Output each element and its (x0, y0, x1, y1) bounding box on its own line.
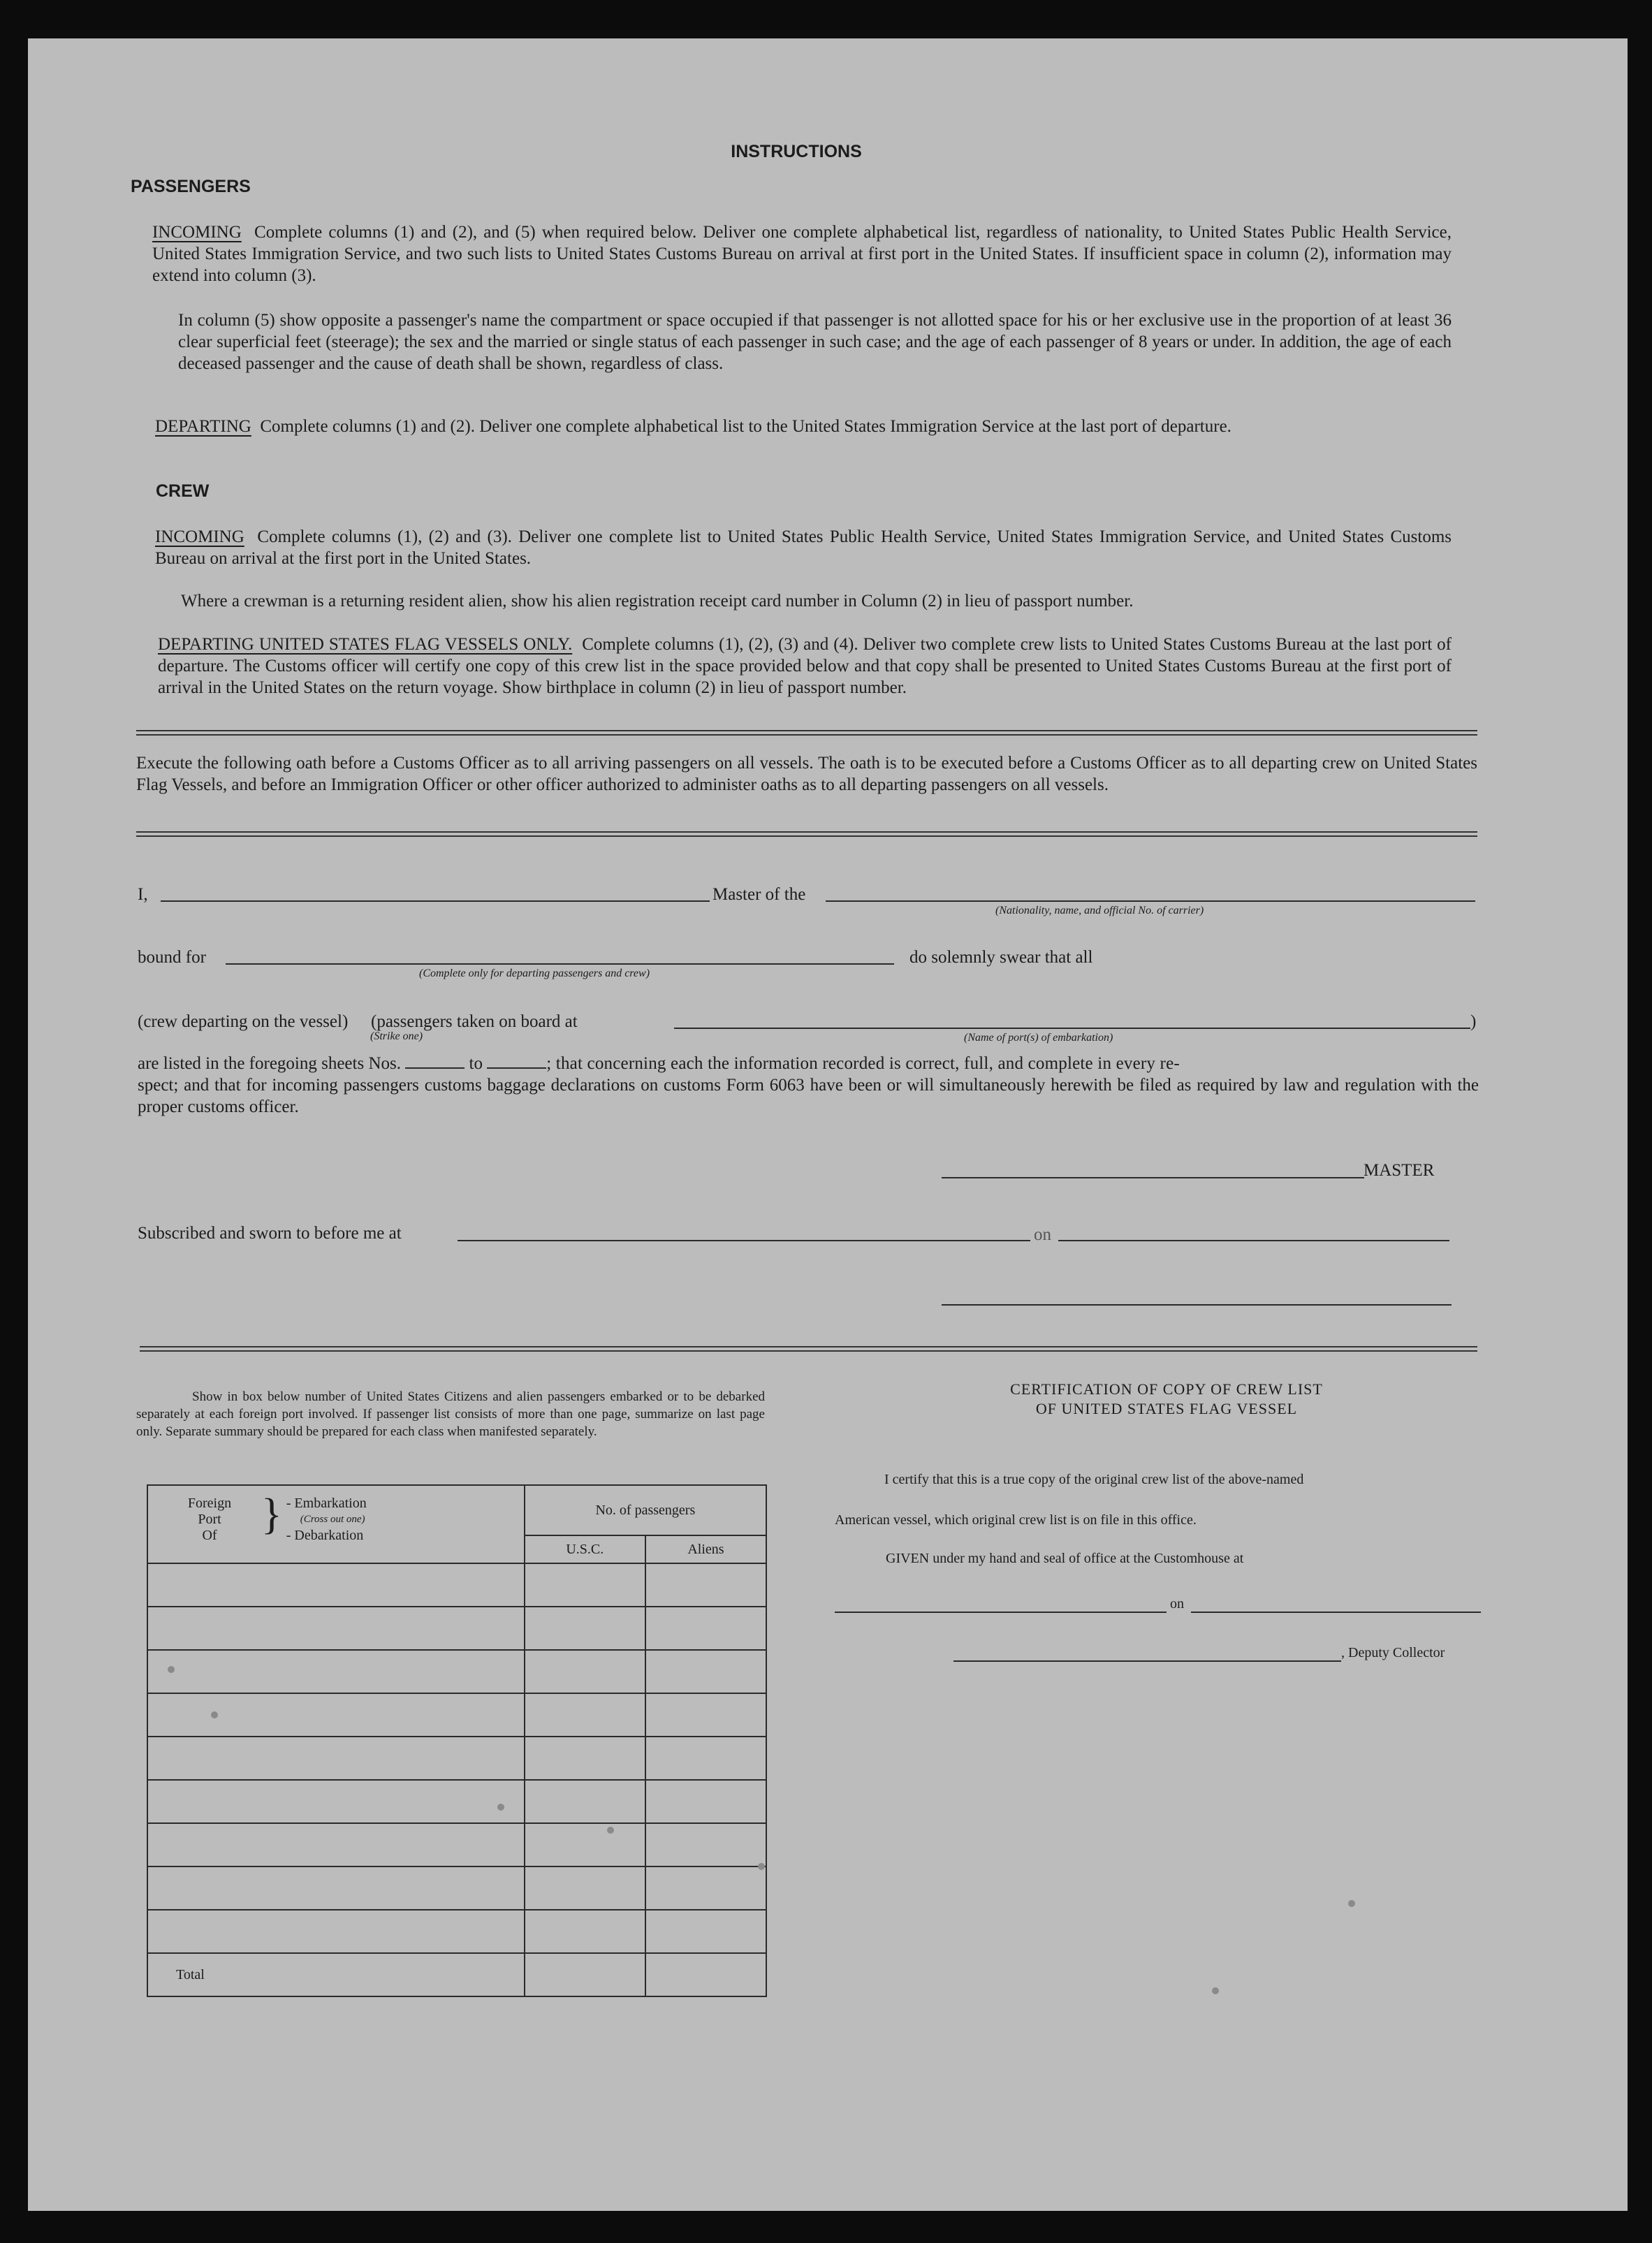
form-sheet (28, 38, 1628, 2211)
passengers-departing-label: DEPARTING (155, 417, 251, 436)
table-header-row (147, 1485, 766, 1535)
foreign-label: Foreign (187, 1496, 232, 1511)
bound-caption: (Complete only for departing passengers and crew) (419, 967, 650, 979)
listed-to: to (469, 1054, 483, 1073)
speck (1348, 1900, 1355, 1907)
bound-for-field[interactable] (226, 963, 894, 965)
summary-instructions: Show in box below number of United States Citizens and alien passengers embarked or to be debarked separately at each foreign port involved. If passenger list consists of more than one page, summarize on last page only. Separate summary should be prepared for each class when manifested separately. (136, 1389, 765, 1439)
sheet-to-field[interactable] (487, 1067, 546, 1069)
crew-resident-paragraph: Where a crewman is a returning resident alien, show his alien registration receipt card number in Column (2) in lieu of passport number. (181, 592, 1134, 611)
table-row[interactable] (147, 1607, 766, 1650)
aliens-header: Aliens (645, 1535, 766, 1563)
speck (607, 1827, 614, 1834)
speck (758, 1863, 765, 1870)
oath-instructions: Execute the following oath before a Customs Officer as to all arriving passengers on all vessels. The oath is to be executed before a Customs Officer as to all departing crew on United States Flag Vessels, and before an Immigration Officer or other officer authorized to administer oaths as to all departing passengers on all vessels. (136, 754, 1477, 794)
total-usc-cell[interactable] (525, 1953, 645, 1996)
crew-departing-paragraph (158, 634, 1452, 699)
given-line: GIVEN under my hand and seal of office at the Customhouse at (886, 1551, 1244, 1566)
oath-master-of-the: Master of the (710, 884, 808, 905)
debarkation-label[interactable]: - Debarkation (286, 1528, 364, 1543)
crew-heading: CREW (156, 481, 210, 501)
passengers-departing-text: Complete columns (1) and (2). Deliver one complete alphabetical list to the United States Immigration Service at the last port of departure. (260, 417, 1231, 436)
subscribed-label: Subscribed and sworn to before me at (138, 1224, 402, 1243)
oath-crew-departing[interactable]: (crew departing on the vessel) (138, 1012, 349, 1031)
crew-incoming-label: INCOMING (155, 527, 244, 546)
sworn-location-field[interactable] (458, 1240, 1030, 1241)
table-row[interactable] (147, 1866, 766, 1910)
oath-listed-line1 (138, 1053, 1479, 1074)
of-label: Of (202, 1528, 217, 1543)
embarkation-port-field[interactable] (674, 1028, 1470, 1029)
divider-2 (136, 831, 1477, 837)
deputy-collector-label: , Deputy Collector (1341, 1645, 1445, 1660)
sworn-date-field[interactable] (1058, 1240, 1449, 1241)
divider-3 (140, 1346, 1477, 1352)
passengers-departing-paragraph (155, 416, 1452, 437)
passengers-incoming-text: Complete columns (1) and (2), and (5) when required below. Deliver one complete alphabetical list, regardless of nationality, to United States Public Health Service, United States Immigration Service, and two such lists to United States Customs Bureau on arrival at first port in the United States. If insufficient space in column (2), information may extend into column (3). (152, 223, 1452, 285)
listed-text-1: are listed in the foregoing sheets Nos. (138, 1054, 401, 1073)
cert-date-field[interactable] (1191, 1612, 1481, 1613)
certification-title-2: OF UNITED STATES FLAG VESSEL (1035, 1400, 1298, 1417)
no-passengers-header: No. of passengers (525, 1485, 766, 1535)
deputy-signature-field[interactable] (953, 1660, 1341, 1662)
divider-1 (136, 730, 1477, 736)
carrier-caption: (Nationality, name, and official No. of carrier) (995, 905, 1204, 916)
speck (1212, 1987, 1219, 1994)
foreign-port-header (147, 1485, 525, 1563)
certification-title (852, 1380, 1481, 1419)
speck (168, 1666, 175, 1673)
crew-departing-label: DEPARTING UNITED STATES FLAG VESSELS ONLY. (158, 635, 573, 654)
cross-out-label: (Cross out one) (300, 1514, 365, 1525)
table-row[interactable] (147, 1650, 766, 1693)
certification-title-1: CERTIFICATION OF COPY OF CREW LIST (1010, 1380, 1323, 1398)
table-row[interactable] (147, 1780, 766, 1823)
master-name-field[interactable] (161, 900, 732, 902)
customhouse-field[interactable] (835, 1612, 1167, 1613)
oath-passengers-taken[interactable]: (passengers taken on board at (371, 1012, 578, 1031)
total-label: Total (147, 1953, 525, 1996)
passengers-heading: PASSENGERS (131, 177, 251, 196)
crew-incoming-paragraph (155, 526, 1452, 569)
speck (497, 1804, 504, 1811)
page-title: INSTRUCTIONS (731, 142, 862, 161)
speck (211, 1711, 218, 1718)
carrier-field[interactable] (826, 900, 1475, 902)
oath-close-paren: ) (1470, 1012, 1477, 1031)
strike-one-caption: (Strike one) (370, 1030, 423, 1042)
total-aliens-cell[interactable] (645, 1953, 766, 1996)
cert-on-label: on (1170, 1596, 1184, 1612)
table-row[interactable] (147, 1563, 766, 1607)
master-label: MASTER (1364, 1161, 1435, 1180)
port-caption: (Name of port(s) of embarkation) (964, 1032, 1113, 1044)
passenger-summary-table (147, 1484, 767, 1997)
total-row[interactable] (147, 1953, 766, 1996)
port-label: Port (198, 1512, 221, 1527)
embarkation-label[interactable]: - Embarkation (286, 1496, 367, 1511)
officer-signature-field[interactable] (942, 1304, 1452, 1306)
table-row[interactable] (147, 1910, 766, 1953)
certify-line-2: American vessel, which original crew list is on file in this office. (835, 1512, 1197, 1528)
oath-swear: do solemnly swear that all (909, 948, 1093, 967)
certify-line-1: I certify that this is a true copy of the original crew list of the above-named (884, 1472, 1304, 1487)
master-signature-field[interactable] (942, 1177, 1364, 1178)
table-row[interactable] (147, 1693, 766, 1737)
passengers-incoming-label: INCOMING (152, 223, 242, 242)
brace-icon: } (261, 1491, 282, 1538)
passengers-incoming-paragraph (152, 221, 1452, 286)
oath-listed-continued: spect; and that for incoming passengers customs baggage declarations on customs Form 6063 have been or will simultaneously herewith be filed as required by law and regulation with the proper customs officer. (138, 1076, 1479, 1116)
crew-incoming-text: Complete columns (1), (2) and (3). Deliver one complete list to United States Public Health Service, United States Immigration Service, and United States Customs Bureau on arrival at the first port in the United States. (155, 527, 1452, 568)
sheet-from-field[interactable] (405, 1067, 465, 1069)
table-row[interactable] (147, 1823, 766, 1866)
sworn-on-label: on (1034, 1225, 1051, 1244)
usc-header: U.S.C. (525, 1535, 645, 1563)
listed-text-2: ; that concerning each the information recorded is correct, full, and complete in every re- (546, 1054, 1180, 1073)
oath-bound-for: bound for (138, 948, 206, 967)
oath-i-label: I, (138, 885, 148, 904)
crew-departing-text: Complete columns (1), (2), (3) and (4). Deliver two complete crew lists to United States Customs Bureau at the last port of departure. The Customs officer will certify one copy of this crew list in the space provided below and that copy shall be presented to United States Customs Bureau at the first port of arrival in the United States on the return voyage. Show birthplace in column (2) in lieu of passport number. (158, 635, 1452, 697)
table-row[interactable] (147, 1737, 766, 1780)
passengers-column5-paragraph: In column (5) show opposite a passenger's name the compartment or space occupied if that passenger is not allotted space for his or her exclusive use in the proportion of at least 36 clear superficial feet (steerage); the sex and the married or single status of each passenger in such case; and the age of each passenger of 8 years or under. In addition, the age of each deceased passenger and the cause of death shall be shown, regardless of class. (178, 311, 1452, 373)
